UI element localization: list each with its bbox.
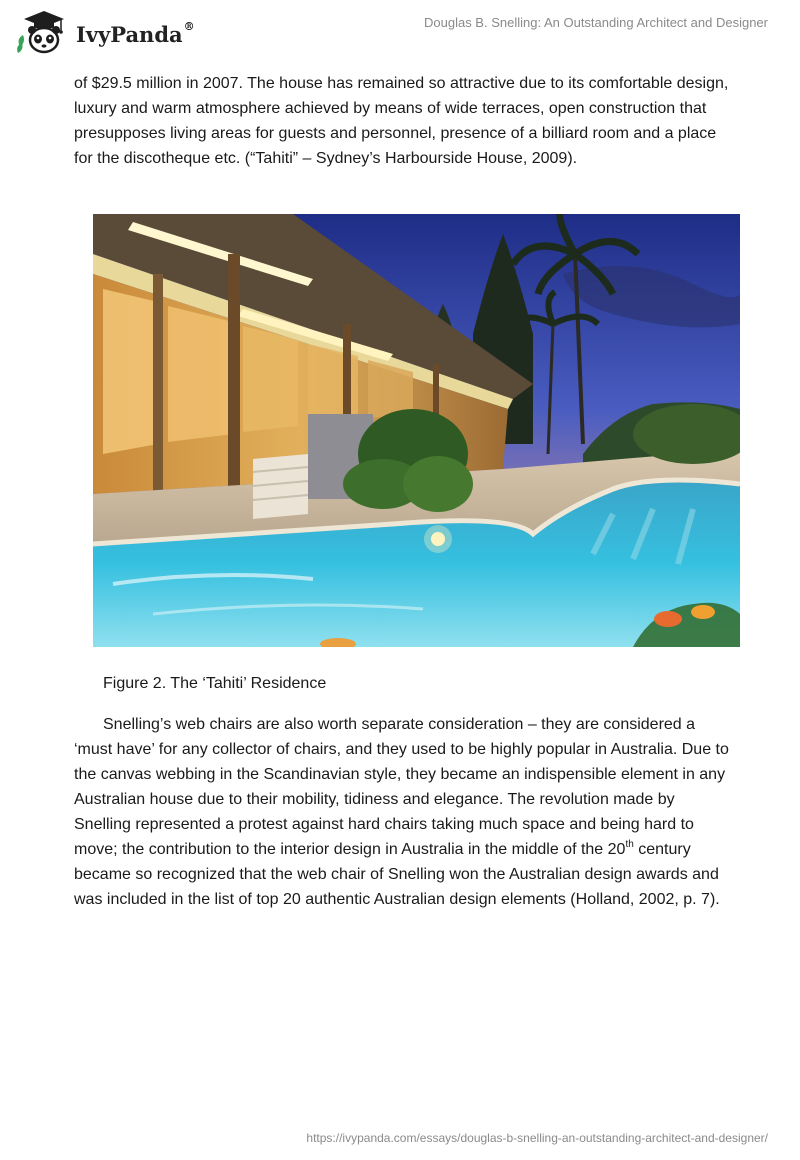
paragraph-2 bbox=[74, 712, 734, 912]
figure-tahiti-residence-photo bbox=[93, 214, 740, 647]
panda-graduate-icon bbox=[14, 9, 70, 55]
running-title: Douglas B. Snelling: An Outstanding Architect and Designer bbox=[424, 15, 768, 30]
figure-caption: Figure 2. The ‘Tahiti’ Residence bbox=[103, 675, 327, 692]
paragraph-1 bbox=[74, 71, 734, 171]
brand-label: IvyPanda bbox=[76, 21, 183, 47]
paragraph-2-part1: Snelling’s web chairs are also worth separate consideration – they are considered a ‘must have’ for any collector of chairs, and they used to be highly popular in Australia. Due to the canvas webbing in the Scandinavian style, they became an indispensible element in any Australian house due to their mobility, tidiness and elegance. The revolution made by Snelling represented a protest against hard chairs taking much space and being hard to move; the contribution to the interior design in Australia in the middle of the 20 bbox=[74, 716, 729, 858]
page-header bbox=[0, 0, 800, 60]
paragraph-2-part2: century became so recognized that the web chair of Snelling won the Australian design awards and was included in the list of top 20 authentic Australian design elements (Holland, 2002, p. 7). bbox=[74, 841, 720, 908]
brand-name bbox=[76, 19, 195, 47]
paragraph-2-text bbox=[74, 712, 734, 912]
ordinal-superscript: th bbox=[625, 838, 634, 850]
ivypanda-logo[interactable] bbox=[14, 8, 214, 56]
paragraph-1-text: of $29.5 million in 2007. The house has remained so attractive due to its comfortable design, luxury and warm atmosphere achieved by means of wide terraces, open construction that presupposes living areas for guests and personnel, presence of a billiard room and a place for the discotheque etc. (“Tahiti” – Sydney’s Harbourside House, 2009). bbox=[74, 75, 729, 167]
registered-mark: ® bbox=[183, 19, 195, 33]
source-url-link[interactable]: https://ivypanda.com/essays/douglas-b-snelling-an-outstanding-architect-and-designer/ bbox=[306, 1131, 768, 1145]
